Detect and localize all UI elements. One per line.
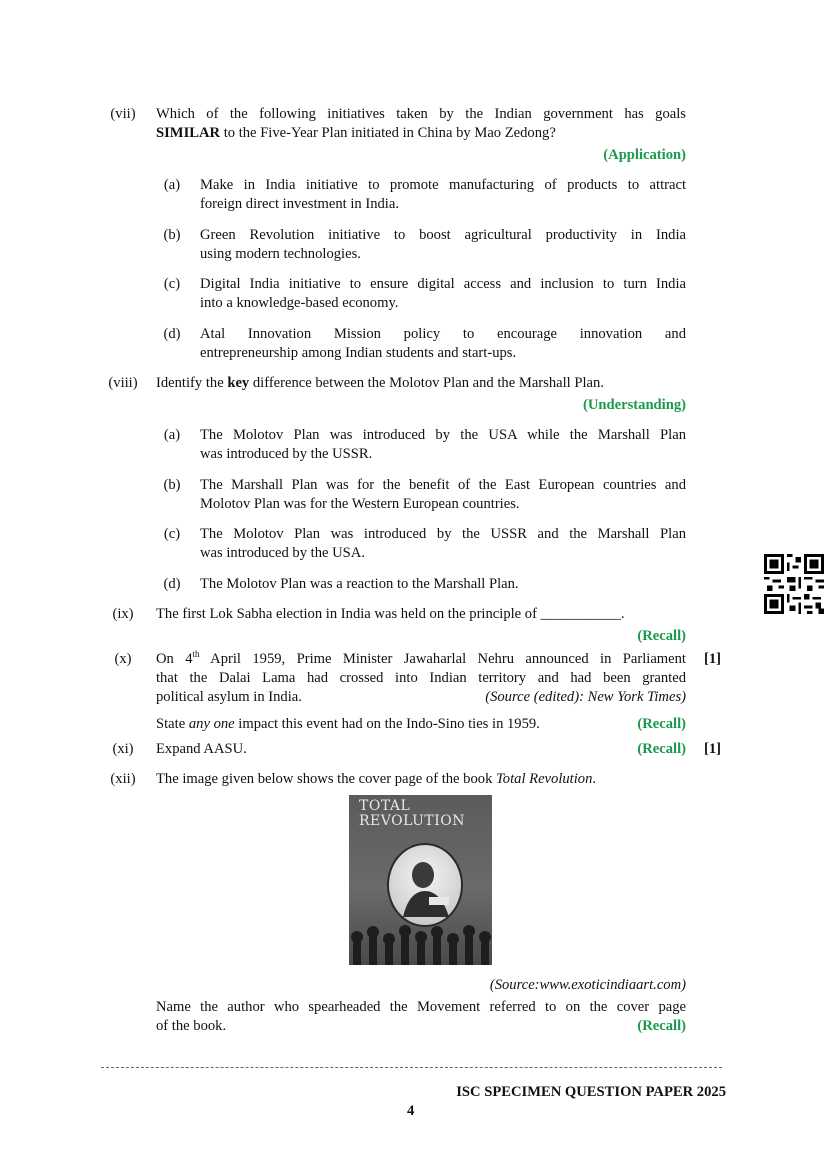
footer-divider bbox=[101, 1067, 722, 1068]
option-text: The Molotov Plan was a reaction to the Marshall Plan. bbox=[200, 576, 519, 592]
question-x-line1-rest: April 1959, Prime Minister Jawaharlal Nehru announced in Parliament bbox=[199, 651, 686, 667]
question-xii-post: . bbox=[592, 771, 597, 787]
question-x-line3: political asylum in India. bbox=[156, 689, 302, 705]
tag-recall: (Recall) bbox=[637, 1018, 686, 1034]
question-xii-pre: The image given below shows the cover page of the book bbox=[156, 771, 497, 787]
marks-badge: [1] bbox=[704, 651, 722, 667]
question-xi-text: Expand AASU. bbox=[156, 741, 247, 757]
option-text: into a knowledge-based economy. bbox=[200, 295, 399, 311]
question-x-prompt-post: impact this event had on the Indo-Sino ties in 1959. bbox=[234, 716, 540, 732]
option-text: Molotov Plan was for the Western European countries. bbox=[200, 496, 520, 512]
question-x-date-pre: On 4 bbox=[156, 651, 193, 667]
question-viii-text bbox=[156, 374, 686, 393]
emphasis-key: key bbox=[227, 375, 250, 391]
book-title: Total Revolution bbox=[496, 771, 593, 787]
option-text: Atal Innovation Mission policy to encourage innovation and bbox=[200, 326, 686, 342]
question-x-prompt bbox=[156, 715, 686, 734]
portrait-oval bbox=[387, 843, 463, 927]
option-label: (a) bbox=[163, 177, 181, 193]
option-text: was introduced by the USA. bbox=[200, 545, 365, 561]
option-label: (c) bbox=[163, 526, 181, 542]
question-viii-pre: Identify the bbox=[156, 375, 228, 391]
question-xii-line1: Name the author who spearheaded the Movement referred to on the cover page bbox=[156, 999, 686, 1015]
source-exoticindiaart: (Source:www.exoticindiaart.com) bbox=[489, 977, 686, 993]
emphasis-any-one: any one bbox=[188, 716, 235, 732]
question-x-line2: that the Dalai Lama had crossed into Indian territory and had been granted bbox=[156, 670, 686, 686]
raised-fists-icon bbox=[349, 925, 492, 965]
emphasis-similar: SIMILAR bbox=[156, 125, 221, 141]
question-vii-line1: Which of the following initiatives taken by the Indian government has goals bbox=[156, 106, 686, 122]
question-number-xi: (xi) bbox=[112, 741, 134, 757]
option-label: (a) bbox=[163, 427, 181, 443]
question-x-line1 bbox=[156, 650, 686, 669]
tag-application: (Application) bbox=[603, 147, 686, 163]
question-number-x: (x) bbox=[114, 651, 132, 667]
option-label: (b) bbox=[163, 227, 181, 243]
cover-title-line1: TOTAL bbox=[359, 798, 411, 814]
page-number: 4 bbox=[407, 1103, 415, 1119]
option-text: The Molotov Plan was introduced by the USA while the Marshall Plan bbox=[200, 427, 686, 443]
option-text: Green Revolution initiative to boost agricultural productivity in India bbox=[200, 227, 686, 243]
footer-title: ISC SPECIMEN QUESTION PAPER 2025 bbox=[456, 1084, 726, 1100]
option-text: was introduced by the USSR. bbox=[200, 446, 373, 462]
superscript-th: th bbox=[192, 649, 200, 660]
option-text: foreign direct investment in India. bbox=[200, 196, 399, 212]
question-xii-text bbox=[156, 770, 686, 789]
tag-recall: (Recall) bbox=[637, 716, 686, 732]
option-label: (c) bbox=[163, 276, 181, 292]
option-text: entrepreneurship among Indian students and start-ups. bbox=[200, 345, 517, 361]
tag-recall: (Recall) bbox=[637, 741, 686, 757]
option-label: (d) bbox=[163, 576, 181, 592]
question-vii-line2-rest: to the Five-Year Plan initiated in China by Mao Zedong? bbox=[220, 125, 556, 141]
option-text: using modern technologies. bbox=[200, 246, 361, 262]
question-number-xii: (xii) bbox=[110, 771, 136, 787]
option-text: The Marshall Plan was for the benefit of the East European countries and bbox=[200, 477, 686, 493]
question-vii-line2 bbox=[156, 124, 686, 143]
tag-understanding: (Understanding) bbox=[583, 397, 686, 413]
qr-code-icon bbox=[764, 554, 824, 614]
question-ix-text: The first Lok Sabha election in India was held on the principle of ___________. bbox=[156, 606, 625, 622]
option-text: Make in India initiative to promote manufacturing of products to attract bbox=[200, 177, 686, 193]
source-new-york-times: (Source (edited): New York Times) bbox=[485, 689, 686, 705]
option-text: The Molotov Plan was introduced by the USSR and the Marshall Plan bbox=[200, 526, 686, 542]
cover-title-line2: REVOLUTION bbox=[359, 813, 466, 829]
option-label: (b) bbox=[163, 477, 181, 493]
question-xii-line2: of the book. bbox=[156, 1018, 227, 1034]
question-number-vii: (vii) bbox=[110, 106, 136, 122]
question-number-ix: (ix) bbox=[112, 606, 134, 622]
book-cover-title bbox=[359, 799, 465, 829]
tag-recall: (Recall) bbox=[637, 628, 686, 644]
option-text: Digital India initiative to ensure digital access and inclusion to turn India bbox=[200, 276, 686, 292]
portrait-figure-icon bbox=[389, 845, 461, 925]
question-number-viii: (viii) bbox=[108, 375, 138, 391]
marks-badge: [1] bbox=[704, 741, 722, 757]
question-viii-post: difference between the Molotov Plan and the Marshall Plan. bbox=[249, 375, 604, 391]
option-label: (d) bbox=[163, 326, 181, 342]
question-x-prompt-pre: State bbox=[156, 716, 189, 732]
book-cover-image bbox=[349, 795, 492, 965]
